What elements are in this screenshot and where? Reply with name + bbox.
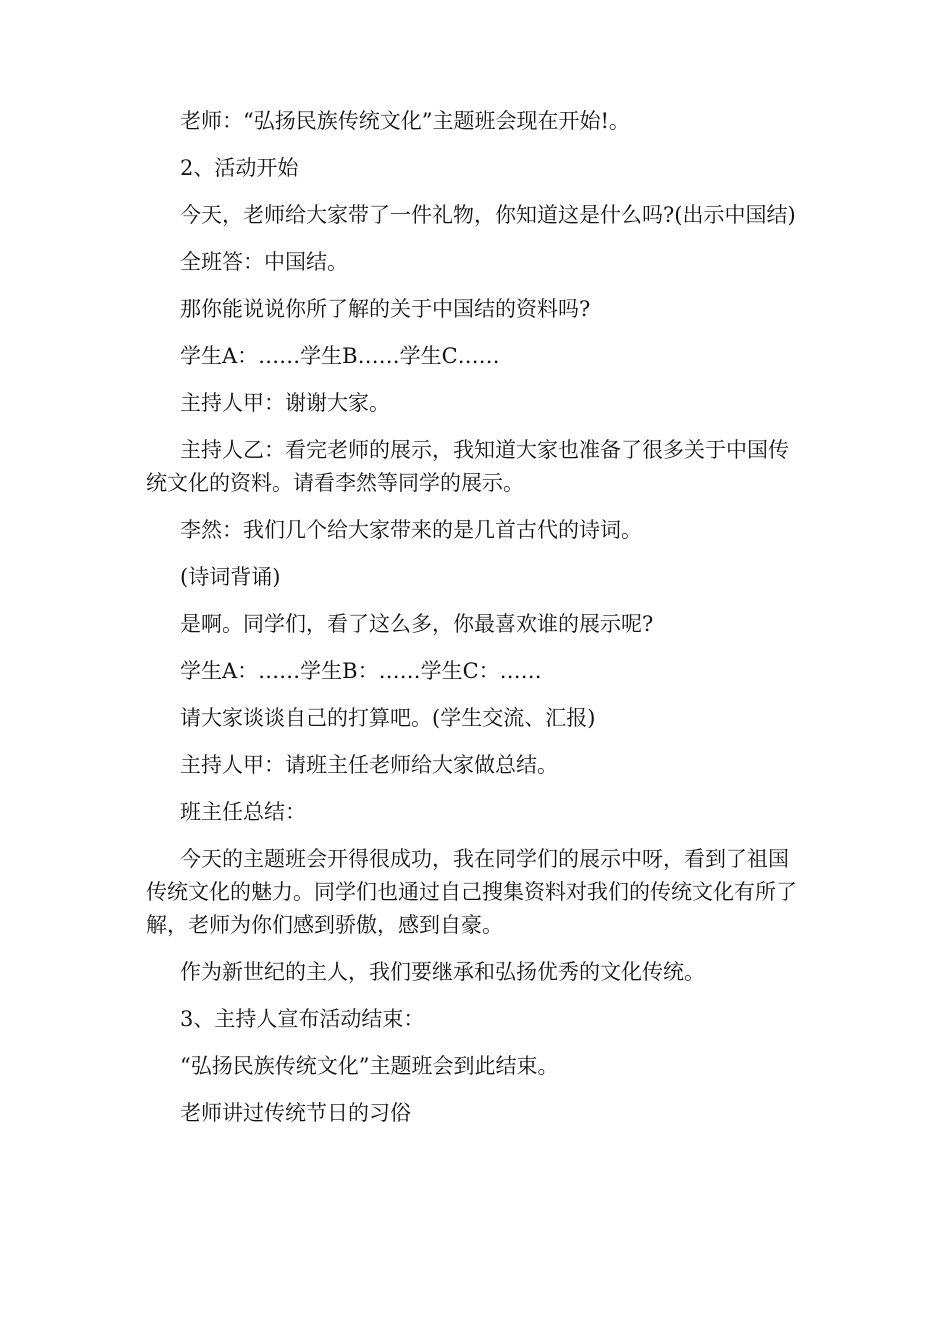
paragraph-liran: 李然：我们几个给大家带来的是几首古代的诗词。: [180, 518, 642, 542]
paragraph-favorite: 是啊。同学们，看了这么多，你最喜欢谁的展示呢?: [180, 612, 654, 636]
paragraph-class-answer: 全班答：中国结。: [180, 250, 348, 274]
paragraph-poetry: (诗词背诵): [180, 565, 281, 589]
paragraph-summary-body: 今天的主题班会开得很成功，我在同学们的展示中呀，看到了祖国传统文化的魅力。同学们也通过自己搜集资料对我们的传统文化有所了解，老师为你们感到骄傲，感到自豪。: [146, 847, 797, 937]
paragraph-customs: 老师讲过传统节日的习俗: [180, 1101, 411, 1125]
paragraph-host-b: 主持人乙：看完老师的展示，我知道大家也准备了很多关于中国传统文化的资料。请看李然等同学的展示。: [146, 438, 789, 495]
paragraph-summary-heading: 班主任总结：: [180, 800, 306, 824]
document-body: [146, 105, 806, 1144]
paragraph-host-a-summary: 主持人甲：请班主任老师给大家做总结。: [180, 753, 558, 777]
paragraph-gift: 今天，老师给大家带了一件礼物，你知道这是什么吗?(出示中国结): [180, 203, 796, 227]
paragraph-closing: “弘扬民族传统文化”主题班会到此结束。: [180, 1054, 559, 1078]
paragraph-inherit: 作为新世纪的主人，我们要继承和弘扬优秀的文化传统。: [180, 960, 705, 984]
paragraph-section-3-heading: 3、主持人宣布活动结束：: [180, 1007, 425, 1031]
paragraph-opening: 老师：“弘扬民族传统文化”主题班会现在开始!。: [180, 109, 630, 133]
paragraph-students-1: 学生A：……学生B……学生C……: [180, 344, 500, 368]
paragraph-plans: 请大家谈谈自己的打算吧。(学生交流、汇报): [180, 706, 596, 730]
paragraph-question: 那你能说说你所了解的关于中国结的资料吗?: [180, 297, 591, 321]
paragraph-students-2: 学生A：……学生B：……学生C：……: [180, 659, 542, 683]
paragraph-host-a-thanks: 主持人甲：谢谢大家。: [180, 391, 390, 415]
paragraph-section-2-heading: 2、活动开始: [180, 156, 299, 180]
